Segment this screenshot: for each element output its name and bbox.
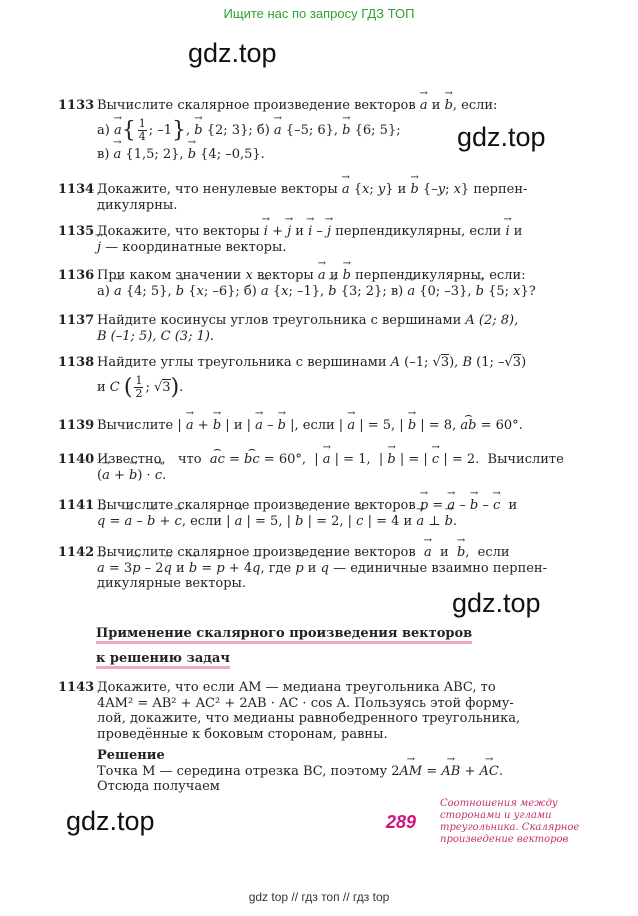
watermark: gdz.top [457, 122, 546, 152]
page-number: 289 [386, 812, 417, 832]
solution-title: Решение [97, 748, 165, 763]
problem-1133: 1133 Вычислите скалярное произведение векторов → a и → b, если: а) → a{ $\frac{1}{4}$ ; –1}, → b {2; 3}; б) → a {–5; 6}, → b {6; 5}; в) → a {1,5; 2}, → b {4; –0,5}. [58, 98, 566, 162]
watermark: gdz.top [188, 38, 277, 68]
problem-1136: 1136 При каком значении x векторы → a и → b перпендикулярны, если: а) → a {4; 5}, → b {x; –6}; б) → a {x; –1}, → b {3; 2}; в) → a {0; –3}, → b {5; x}? [58, 268, 566, 299]
problem-1142: 1142 Вычислите скалярное произведение векторов → a и → b, если → a = 3→ p – 2→ q и → b = → p + 4→ q, где → p и → q — единичные взаимно перпен- дикулярные векторы. [58, 545, 566, 592]
problem-number: 1133 [58, 98, 95, 113]
watermark: gdz.top [452, 588, 541, 618]
problem-1138: 1138 Найдите углы треугольника с вершинами A (–1; √3), B (1; –√3) и C ( $\frac{1}{2}$ ; √3). [58, 355, 527, 400]
watermark: gdz.top [66, 806, 155, 836]
section-heading-cont: к решению задач [96, 651, 230, 669]
problem-1139: 1139 Вычислите | → a + → b | и | → a – → b |, если | → a | = 5, | → b | = 8, ⌢ ab = 60°. [58, 418, 566, 434]
problem-1134: 1134 Докажите, что ненулевые векторы → a {x; y} и → b {–y; x} перпен- дикулярны. [58, 182, 566, 213]
top-banner: Ищите нас по запросу ГДЗ ТОП [223, 6, 415, 21]
problem-1143: 1143 Докажите, что если AM — медиана треугольника ABC, то 4AM² = AB² + AC² + 2AB · AC · cos A. Пользуясь этой форму- лой, докажите, что медианы равнобедренного треугольника, проведённые к боковым сторонам, равны. Решение Точка M — середина отрезка BC, поэтому 2→ AM = → AB + → AC. Отсюда получаем [58, 680, 566, 795]
side-note: Соотношения между сторонами и углами треугольника. Скалярное произведение векторов [440, 798, 580, 845]
problem-1135: 1135 Докажите, что векторы → i + → j и → i – → j перпендикулярны, если → i и → j — координатные векторы. [58, 224, 566, 255]
problem-1140: 1140 Известно, что ⌢ ac = ⌢ bc = 60°, | → a | = 1, | → b | = | → c | = 2. Вычислите (→ a + → b) · → c. [58, 452, 566, 483]
problem-1141: 1141 Вычислите скалярное произведение векторов → p = → a – → b – → c и → q = → a – → b + → c, если | → a | = 5, | → b | = 2, | → c | = 4 и → a ⊥ → b. [58, 498, 566, 529]
footer: gdz top // гдз топ // гдз top [248, 890, 390, 904]
section-heading: Применение скалярного произведения векторов [96, 626, 472, 644]
problem-1137: 1137 Найдите косинусы углов треугольника с вершинами A (2; 8), B (–1; 5), C (3; 1). [58, 313, 519, 344]
